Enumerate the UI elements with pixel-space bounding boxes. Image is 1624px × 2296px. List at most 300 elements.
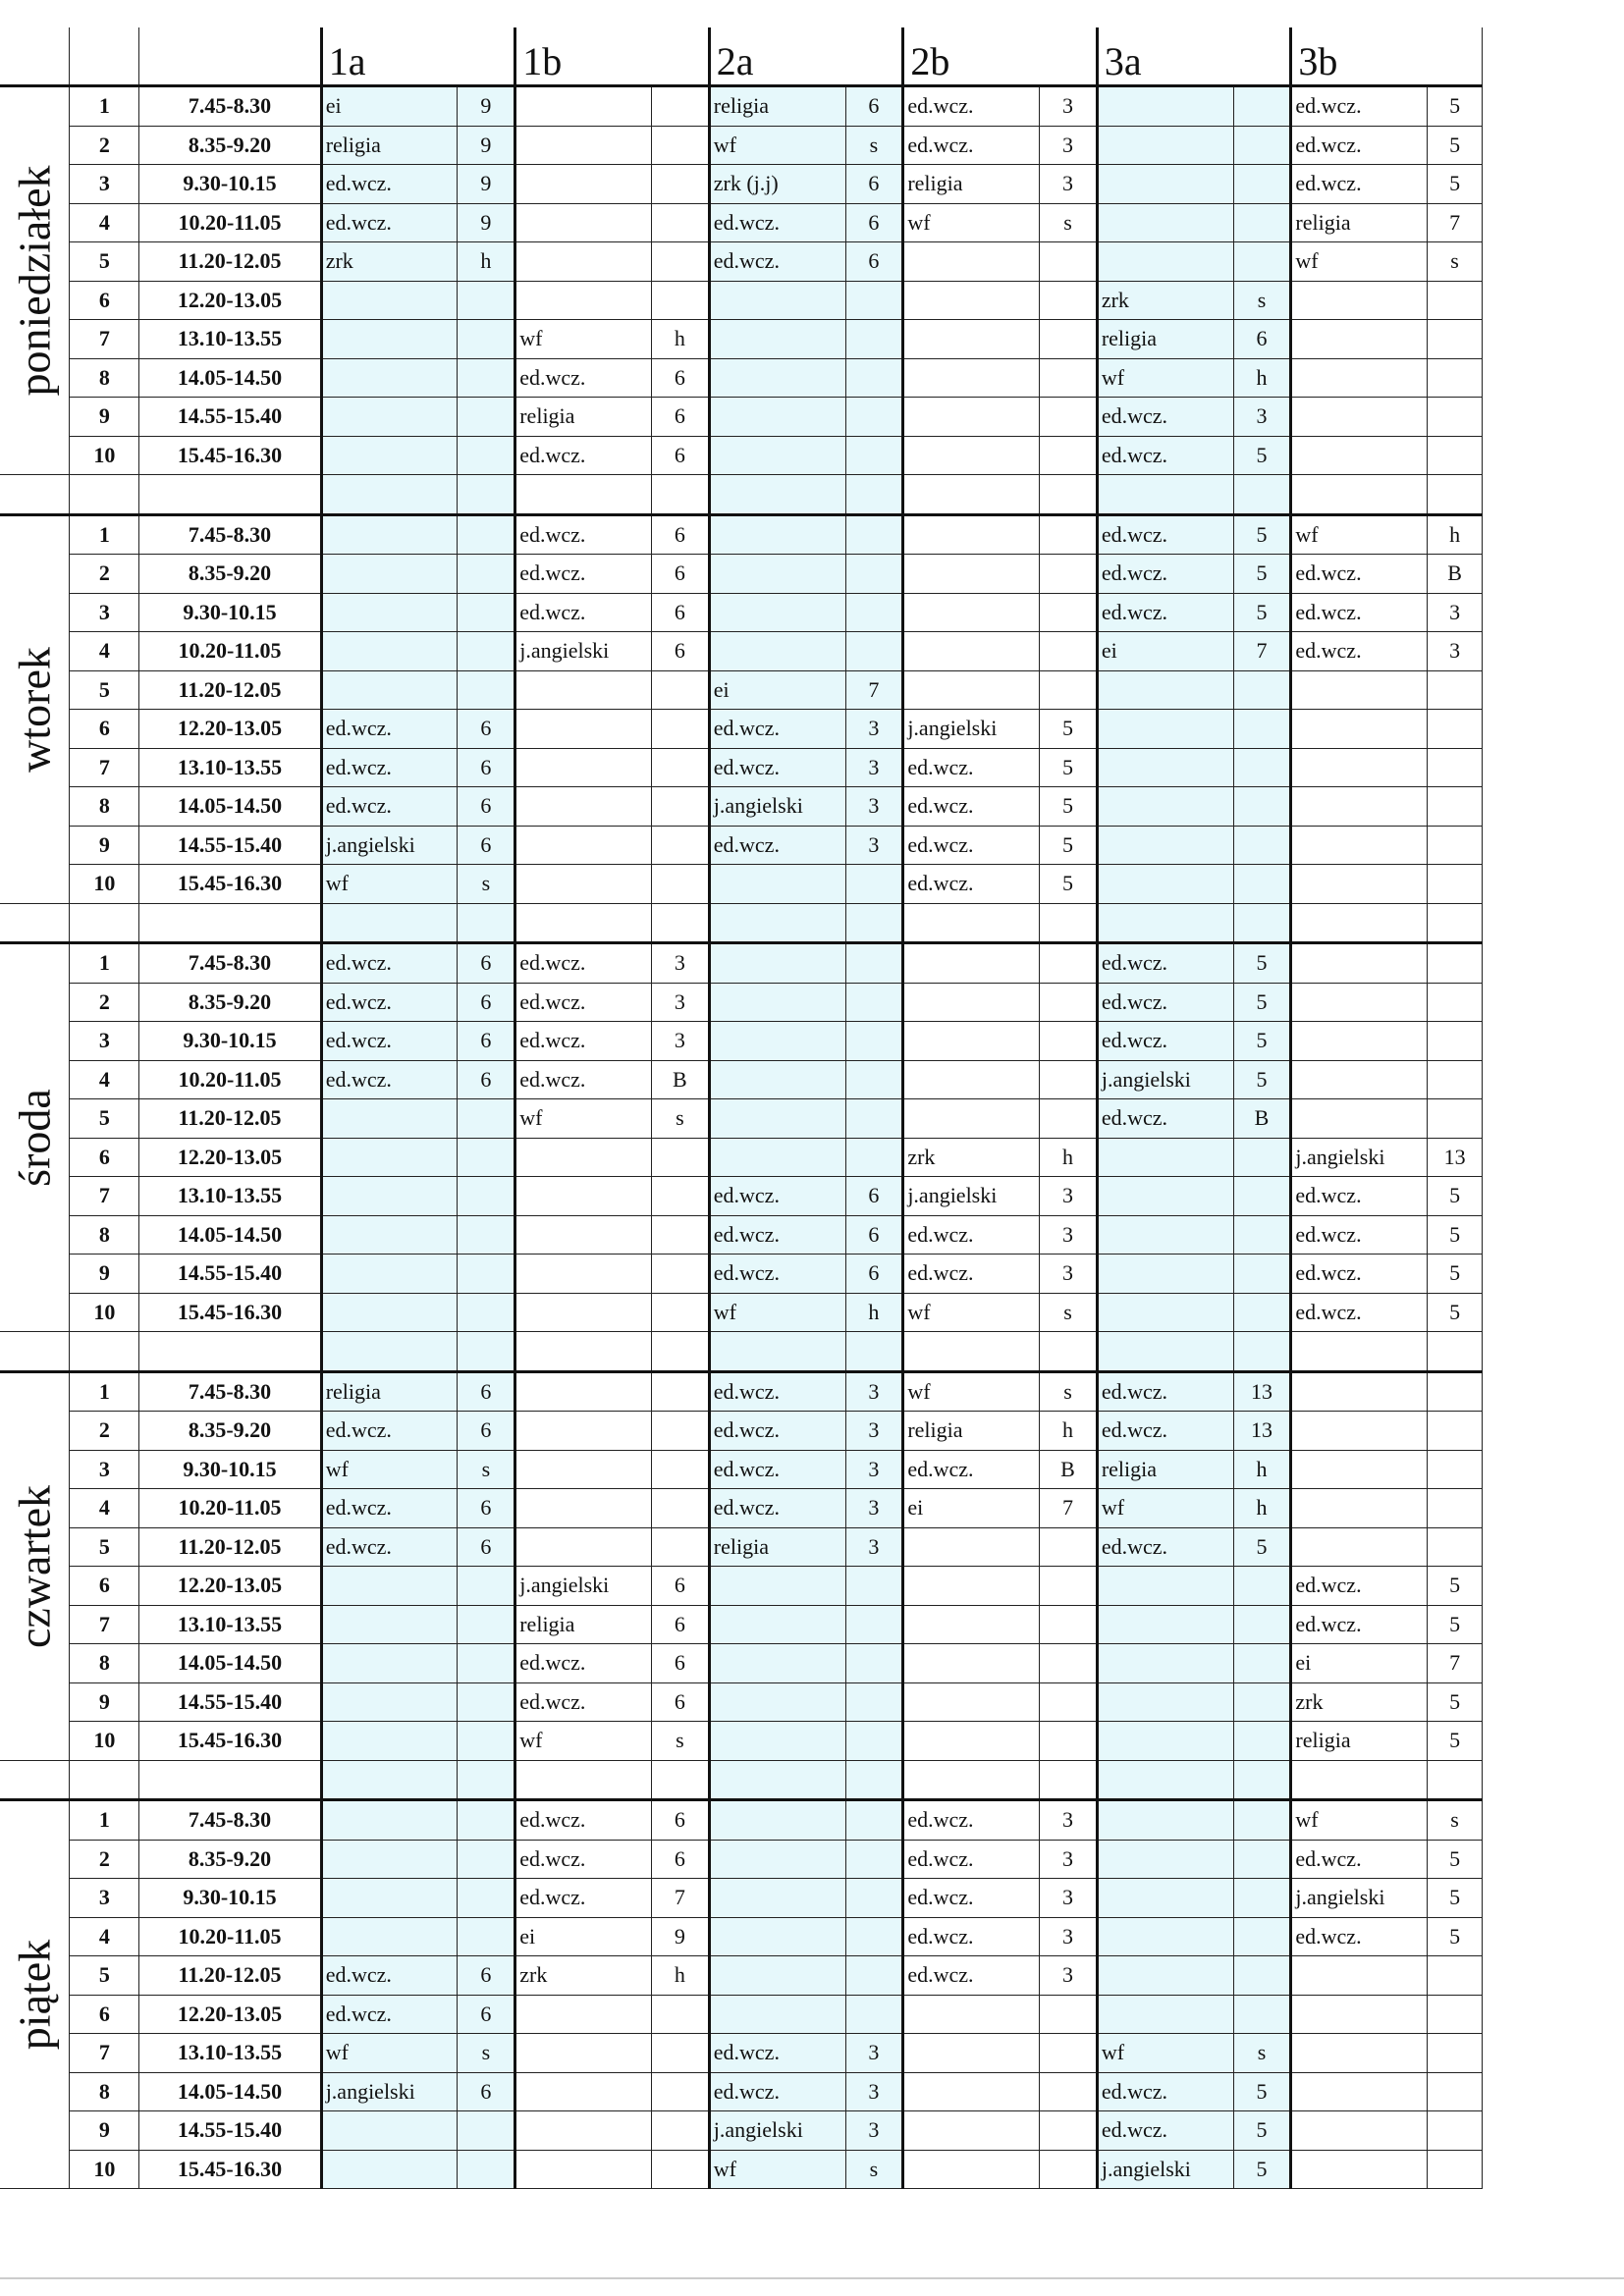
subject-cell: ed.wcz.	[709, 2072, 845, 2111]
room-cell: 5	[1428, 1567, 1483, 1606]
class-header-3b: 3b	[1291, 27, 1483, 86]
subject-cell: religia	[515, 398, 652, 437]
room-cell: 6	[652, 593, 710, 632]
room-cell: 5	[1428, 1722, 1483, 1761]
subject-cell: wf	[321, 1450, 458, 1489]
room-cell	[845, 436, 903, 475]
subject-cell: ed.wcz.	[321, 203, 458, 242]
subject-cell	[1097, 1956, 1233, 1996]
room-cell	[845, 1840, 903, 1879]
period-time: 14.05-14.50	[139, 2072, 321, 2111]
room-cell: s	[1040, 1293, 1098, 1332]
period-row	[0, 1293, 1483, 1332]
subject-cell: wf	[321, 2034, 458, 2073]
period-time: 11.20-12.05	[139, 1099, 321, 1139]
subject-cell: ed.wcz.	[903, 865, 1040, 904]
room-cell	[1428, 1371, 1483, 1412]
room-cell	[652, 1995, 710, 2034]
subject-cell: ed.wcz.	[1291, 1293, 1428, 1332]
subject-cell	[903, 632, 1040, 671]
room-cell: 6	[652, 1682, 710, 1722]
period-row	[0, 826, 1483, 865]
period-row	[0, 1722, 1483, 1761]
period-row	[0, 2111, 1483, 2151]
period-time: 8.35-9.20	[139, 126, 321, 165]
subject-cell	[515, 242, 652, 282]
room-cell	[652, 126, 710, 165]
subject-cell: ed.wcz.	[1291, 126, 1428, 165]
room-cell: 3	[1040, 126, 1098, 165]
subject-cell: ei	[515, 1917, 652, 1956]
subject-cell: ed.wcz.	[515, 593, 652, 632]
subject-cell	[1291, 670, 1428, 710]
subject-cell	[515, 2150, 652, 2189]
period-time: 9.30-10.15	[139, 1450, 321, 1489]
room-cell	[1233, 1255, 1291, 1294]
subject-cell	[1291, 1412, 1428, 1451]
room-cell: 6	[458, 983, 515, 1022]
period-row	[0, 358, 1483, 398]
room-cell	[1233, 748, 1291, 787]
room-cell	[652, 670, 710, 710]
subject-cell: ed.wcz.	[515, 943, 652, 984]
period-number: 5	[70, 1956, 139, 1996]
subject-cell: j.angielski	[1291, 1138, 1428, 1177]
day-separator-row	[0, 475, 1483, 515]
subject-cell: wf	[1097, 2034, 1233, 2073]
room-cell	[845, 1879, 903, 1918]
room-cell: 3	[1428, 632, 1483, 671]
subject-cell	[709, 632, 845, 671]
room-cell: 6	[458, 1956, 515, 1996]
room-cell: s	[458, 1450, 515, 1489]
subject-cell	[1291, 865, 1428, 904]
room-cell	[1040, 1722, 1098, 1761]
subject-cell: ed.wcz.	[903, 787, 1040, 827]
separator-cell	[321, 475, 458, 515]
room-cell	[845, 983, 903, 1022]
subject-cell: zrk	[1291, 1682, 1428, 1722]
subject-cell	[1097, 1644, 1233, 1683]
period-time: 14.05-14.50	[139, 1644, 321, 1683]
room-cell	[458, 436, 515, 475]
room-cell	[845, 358, 903, 398]
separator-cell	[709, 475, 845, 515]
period-time: 9.30-10.15	[139, 1022, 321, 1061]
subject-cell	[903, 358, 1040, 398]
subject-cell	[1097, 865, 1233, 904]
room-cell	[1233, 165, 1291, 204]
room-cell	[652, 787, 710, 827]
room-cell	[458, 514, 515, 555]
period-time: 11.20-12.05	[139, 1527, 321, 1567]
room-cell: 5	[1428, 1840, 1483, 1879]
subject-cell	[1291, 320, 1428, 359]
separator-cell	[903, 1760, 1040, 1800]
subject-cell	[709, 398, 845, 437]
separator-cell	[321, 1760, 458, 1800]
subject-cell	[903, 2072, 1040, 2111]
subject-cell	[515, 787, 652, 827]
room-cell: 5	[1428, 1255, 1483, 1294]
period-number: 1	[70, 86, 139, 127]
room-cell: 6	[652, 1840, 710, 1879]
subject-cell: j.angielski	[321, 826, 458, 865]
subject-cell	[1291, 2072, 1428, 2111]
subject-cell	[321, 358, 458, 398]
room-cell	[1233, 787, 1291, 827]
room-cell	[1428, 358, 1483, 398]
separator-cell	[903, 475, 1040, 515]
subject-cell: wf	[1291, 514, 1428, 555]
separator-cell	[0, 1760, 70, 1800]
room-cell: s	[652, 1722, 710, 1761]
subject-cell: ed.wcz.	[1291, 555, 1428, 594]
room-cell	[845, 1995, 903, 2034]
period-row	[0, 1060, 1483, 1099]
room-cell	[652, 1489, 710, 1528]
room-cell: h	[1040, 1138, 1098, 1177]
period-row	[0, 1138, 1483, 1177]
period-time: 12.20-13.05	[139, 281, 321, 320]
room-cell: 3	[845, 1412, 903, 1451]
room-cell	[652, 1177, 710, 1216]
subject-cell	[1097, 1879, 1233, 1918]
room-cell: 5	[1428, 1293, 1483, 1332]
subject-cell	[903, 1527, 1040, 1567]
period-number: 5	[70, 242, 139, 282]
subject-cell: j.angielski	[903, 710, 1040, 749]
room-cell: 5	[1233, 555, 1291, 594]
room-cell: 3	[1040, 1956, 1098, 1996]
subject-cell	[709, 1956, 845, 1996]
subject-cell: ed.wcz.	[1097, 398, 1233, 437]
subject-cell	[1291, 358, 1428, 398]
subject-cell	[903, 593, 1040, 632]
room-cell	[1040, 670, 1098, 710]
day-name: środa	[9, 1089, 60, 1187]
room-cell	[1428, 826, 1483, 865]
room-cell	[458, 2111, 515, 2151]
class-header-1a: 1a	[321, 27, 515, 86]
room-cell	[458, 593, 515, 632]
room-cell	[1233, 1293, 1291, 1332]
subject-cell	[321, 1722, 458, 1761]
subject-cell	[321, 1605, 458, 1644]
separator-cell	[903, 1332, 1040, 1372]
subject-cell: ed.wcz.	[515, 1800, 652, 1841]
room-cell: 6	[652, 632, 710, 671]
subject-cell: ed.wcz.	[709, 203, 845, 242]
period-number: 8	[70, 1215, 139, 1255]
period-time: 7.45-8.30	[139, 1371, 321, 1412]
period-time: 15.45-16.30	[139, 1722, 321, 1761]
period-row	[0, 1489, 1483, 1528]
subject-cell: ed.wcz.	[903, 1840, 1040, 1879]
room-cell: h	[845, 1293, 903, 1332]
room-cell	[1428, 670, 1483, 710]
subject-cell: ed.wcz.	[903, 1215, 1040, 1255]
room-cell: 3	[652, 1022, 710, 1061]
class-header-1b: 1b	[515, 27, 710, 86]
period-number: 4	[70, 1060, 139, 1099]
period-time: 14.05-14.50	[139, 787, 321, 827]
room-cell	[652, 710, 710, 749]
header-blank	[70, 27, 139, 86]
subject-cell	[1291, 1060, 1428, 1099]
room-cell	[1428, 1956, 1483, 1996]
subject-cell	[321, 670, 458, 710]
separator-cell	[0, 903, 70, 943]
subject-cell	[903, 281, 1040, 320]
separator-cell	[1097, 1760, 1233, 1800]
subject-cell	[1291, 2111, 1428, 2151]
subject-cell: wf	[1097, 358, 1233, 398]
subject-cell	[1291, 1371, 1428, 1412]
period-number: 9	[70, 1682, 139, 1722]
period-time: 13.10-13.55	[139, 1605, 321, 1644]
period-number: 1	[70, 1800, 139, 1841]
subject-cell	[515, 1138, 652, 1177]
subject-cell: ed.wcz.	[321, 710, 458, 749]
day-label-cell	[0, 1800, 70, 2189]
subject-cell: religia	[1291, 203, 1428, 242]
room-cell: 5	[1233, 1022, 1291, 1061]
room-cell	[1040, 281, 1098, 320]
separator-cell	[709, 903, 845, 943]
room-cell	[458, 1644, 515, 1683]
room-cell	[845, 865, 903, 904]
room-cell	[1233, 1605, 1291, 1644]
subject-cell: ed.wcz.	[709, 1450, 845, 1489]
subject-cell	[1291, 748, 1428, 787]
room-cell: 5	[1233, 983, 1291, 1022]
room-cell: 5	[1233, 943, 1291, 984]
room-cell: B	[1040, 1450, 1098, 1489]
period-row	[0, 1879, 1483, 1918]
subject-cell: ed.wcz.	[903, 1956, 1040, 1996]
period-number: 5	[70, 1099, 139, 1139]
room-cell: 5	[1040, 826, 1098, 865]
subject-cell: j.angielski	[1097, 2150, 1233, 2189]
period-number: 6	[70, 1995, 139, 2034]
room-cell	[1040, 1060, 1098, 1099]
room-cell: 3	[845, 2111, 903, 2151]
subject-cell	[321, 1293, 458, 1332]
period-row	[0, 1605, 1483, 1644]
subject-cell	[515, 865, 652, 904]
period-row	[0, 748, 1483, 787]
room-cell	[1428, 865, 1483, 904]
subject-cell	[321, 1917, 458, 1956]
room-cell: 7	[1428, 203, 1483, 242]
subject-cell: ed.wcz.	[515, 1022, 652, 1061]
subject-cell: zrk	[515, 1956, 652, 1996]
subject-cell: ed.wcz.	[1291, 165, 1428, 204]
room-cell	[458, 555, 515, 594]
room-cell: 7	[1428, 1644, 1483, 1683]
separator-cell	[845, 1332, 903, 1372]
room-cell: 3	[845, 1489, 903, 1528]
subject-cell: ed.wcz.	[1097, 1371, 1233, 1412]
separator-cell	[139, 903, 321, 943]
subject-cell: j.angielski	[709, 787, 845, 827]
period-number: 5	[70, 670, 139, 710]
period-row	[0, 514, 1483, 555]
separator-cell	[139, 1760, 321, 1800]
room-cell: 5	[1233, 2072, 1291, 2111]
period-time: 8.35-9.20	[139, 1412, 321, 1451]
separator-cell	[1291, 1760, 1428, 1800]
room-cell: 3	[1040, 86, 1098, 127]
subject-cell: ei	[321, 86, 458, 127]
room-cell: h	[1233, 1489, 1291, 1528]
period-time: 13.10-13.55	[139, 320, 321, 359]
room-cell	[1040, 1995, 1098, 2034]
subject-cell: j.angielski	[1097, 1060, 1233, 1099]
subject-cell: zrk	[321, 242, 458, 282]
room-cell: 6	[652, 1644, 710, 1683]
period-number: 7	[70, 748, 139, 787]
subject-cell	[709, 1567, 845, 1606]
separator-cell	[845, 475, 903, 515]
subject-cell: ed.wcz.	[1291, 1840, 1428, 1879]
room-cell	[458, 1099, 515, 1139]
room-cell: 7	[845, 670, 903, 710]
room-cell: 6	[652, 555, 710, 594]
room-cell: 9	[458, 203, 515, 242]
room-cell	[1040, 943, 1098, 984]
period-time: 14.05-14.50	[139, 358, 321, 398]
subject-cell: ed.wcz.	[321, 943, 458, 984]
room-cell	[652, 1371, 710, 1412]
separator-cell	[70, 1760, 139, 1800]
subject-cell: wf	[1291, 1800, 1428, 1841]
period-row	[0, 787, 1483, 827]
room-cell: 7	[1233, 632, 1291, 671]
room-cell: s	[652, 1099, 710, 1139]
subject-cell	[1097, 242, 1233, 282]
room-cell: 3	[845, 1371, 903, 1412]
subject-cell: j.angielski	[903, 1177, 1040, 1216]
room-cell: 9	[652, 1917, 710, 1956]
room-cell	[1233, 1917, 1291, 1956]
room-cell: 6	[845, 1177, 903, 1216]
subject-cell	[1291, 1527, 1428, 1567]
period-time: 10.20-11.05	[139, 1060, 321, 1099]
room-cell	[1428, 710, 1483, 749]
room-cell: 6	[652, 1605, 710, 1644]
subject-cell	[515, 126, 652, 165]
room-cell: 3	[845, 748, 903, 787]
period-time: 14.55-15.40	[139, 1255, 321, 1294]
room-cell	[1040, 555, 1098, 594]
separator-cell	[903, 903, 1040, 943]
subject-cell	[903, 555, 1040, 594]
subject-cell	[321, 632, 458, 671]
subject-cell	[1097, 203, 1233, 242]
subject-cell: wf	[903, 1371, 1040, 1412]
separator-cell	[652, 475, 710, 515]
subject-cell	[1097, 1567, 1233, 1606]
period-time: 15.45-16.30	[139, 2150, 321, 2189]
room-cell	[652, 1255, 710, 1294]
subject-cell: ed.wcz.	[709, 1215, 845, 1255]
period-number: 1	[70, 943, 139, 984]
room-cell	[652, 826, 710, 865]
period-row	[0, 632, 1483, 671]
subject-cell	[903, 1099, 1040, 1139]
room-cell	[1040, 1567, 1098, 1606]
subject-cell	[321, 514, 458, 555]
separator-cell	[1040, 1760, 1098, 1800]
subject-cell: ed.wcz.	[1097, 1022, 1233, 1061]
period-time: 15.45-16.30	[139, 436, 321, 475]
room-cell: 6	[458, 1995, 515, 2034]
separator-cell	[1233, 903, 1291, 943]
subject-cell: ed.wcz.	[321, 748, 458, 787]
period-time: 14.05-14.50	[139, 1215, 321, 1255]
room-cell: h	[458, 242, 515, 282]
subject-cell	[1291, 1489, 1428, 1528]
subject-cell: religia	[1291, 1722, 1428, 1761]
subject-cell: ed.wcz.	[321, 1489, 458, 1528]
subject-cell: religia	[903, 165, 1040, 204]
room-cell	[845, 1138, 903, 1177]
subject-cell	[321, 2150, 458, 2189]
room-cell: 3	[1040, 1917, 1098, 1956]
subject-cell: ed.wcz.	[903, 1255, 1040, 1294]
subject-cell	[709, 983, 845, 1022]
room-cell	[1428, 787, 1483, 827]
room-cell: 7	[652, 1879, 710, 1918]
room-cell	[845, 1956, 903, 1996]
subject-cell: ei	[903, 1489, 1040, 1528]
period-number: 9	[70, 398, 139, 437]
subject-cell	[515, 710, 652, 749]
room-cell	[1233, 1177, 1291, 1216]
subject-cell	[903, 943, 1040, 984]
period-row	[0, 126, 1483, 165]
room-cell	[1428, 1099, 1483, 1139]
room-cell	[1040, 2150, 1098, 2189]
period-number: 6	[70, 1138, 139, 1177]
period-row	[0, 436, 1483, 475]
subject-cell	[903, 1644, 1040, 1683]
room-cell	[1233, 1995, 1291, 2034]
period-row	[0, 320, 1483, 359]
subject-cell	[903, 436, 1040, 475]
subject-cell	[1097, 1255, 1233, 1294]
subject-cell	[709, 1840, 845, 1879]
class-header-2a: 2a	[709, 27, 903, 86]
period-row	[0, 593, 1483, 632]
subject-cell	[1291, 398, 1428, 437]
separator-cell	[652, 903, 710, 943]
period-number: 8	[70, 2072, 139, 2111]
subject-cell: wf	[1291, 242, 1428, 282]
period-time: 7.45-8.30	[139, 514, 321, 555]
period-row	[0, 281, 1483, 320]
subject-cell: ed.wcz.	[1097, 983, 1233, 1022]
period-number: 7	[70, 2034, 139, 2073]
subject-cell	[903, 2111, 1040, 2151]
subject-cell: ed.wcz.	[903, 1450, 1040, 1489]
room-cell	[458, 281, 515, 320]
room-cell: 3	[845, 710, 903, 749]
period-row	[0, 1840, 1483, 1879]
period-number: 6	[70, 1567, 139, 1606]
